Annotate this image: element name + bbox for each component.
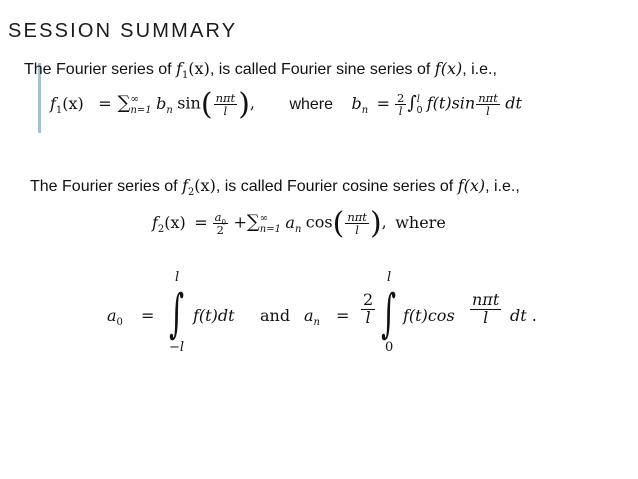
cosine-intro-prefix: The Fourier series of (30, 178, 178, 195)
sine-intro-middle: , is called Fourier sine series of (209, 61, 431, 78)
an-dt: dt . (510, 306, 537, 325)
a0-symbol: $a_0$ (107, 306, 123, 329)
sine-ft: f(t) (426, 93, 452, 113)
sine-frac-npt-l: $\frac{\text{nπt}}{l}$ (215, 90, 236, 118)
sine-integral: ∫ (407, 92, 417, 114)
sine-lhs: $f_1(x)$ (50, 93, 84, 116)
cosine-lhs: $f_2(x)$ (152, 212, 186, 235)
sine-bn-def: $b_n$ (351, 93, 369, 116)
cosine-coefficients: $a_0$ = l ∫ −l f(t)dt and $a_n$ = $\frac{2}{l}$ l ∫ 0 f(t)cos nπt l dt . (107, 270, 537, 355)
an-upper-limit: l (387, 270, 392, 285)
sine-intro (24, 59, 497, 82)
a0-upper-limit: l (175, 270, 180, 285)
cosine-intro (30, 176, 520, 199)
cosine-an: $a_n$ (285, 212, 302, 235)
cosine-sum-sign: ∑ (246, 211, 260, 233)
cosine-f2: $f_2(x)$ (182, 176, 216, 199)
sine-sin-it: sin (451, 93, 476, 113)
an-frac-npt-l: nπt l (472, 290, 500, 327)
slide-title: SESSION SUMMARY (8, 20, 238, 42)
sine-intro-prefix: The Fourier series of (24, 61, 172, 78)
cosine-intro-suffix: , i.e., (485, 178, 520, 195)
sine-sum-limits: ∞ n=1 (130, 93, 152, 116)
sine-frac-2-l: $\frac{2}{l}$ (396, 90, 405, 118)
sine-sum-sign: ∑ (117, 92, 131, 114)
cosine-intro-middle: , is called Fourier cosine series of (215, 178, 454, 195)
cosine-frac-a0-2: $\frac{a_0}{2}$ (214, 209, 227, 237)
an-integral: ∫ (381, 284, 396, 344)
cosine-sum-limits: ∞ n=1 (259, 212, 281, 235)
and-word: and (260, 306, 291, 325)
an-symbol: $a_n$ (304, 306, 320, 329)
sine-bn: $b_n$ (156, 93, 173, 116)
cosine-intro-target: f(x) (457, 176, 486, 195)
sine-frac-npt-l-2: $\frac{\text{nπt}}{l}$ (478, 90, 498, 118)
sine-where: where (289, 95, 334, 113)
cosine-where: where (395, 212, 446, 232)
an-lower-limit: 0 (385, 340, 394, 355)
sine-sin: sin (177, 93, 201, 113)
cosine-cos: cos (305, 212, 333, 232)
a0-lower-limit: −l (169, 340, 185, 355)
cosine-frac-npt-l: $\frac{\text{nπt}}{l}$ (347, 209, 367, 237)
sine-intro-suffix: , i.e., (462, 61, 497, 78)
a0-integrand: f(t)dt (193, 306, 235, 325)
sine-f1: $f_1(x)$ (176, 59, 210, 82)
cosine-formula: $f_2(x)$ = $\frac{a_0}{2}$ +∑ ∞ n=1 $a_n$ cos( $\frac{\text{nπt}}{l}$ ), where (152, 206, 446, 241)
an-integrand: f(t)cos (403, 306, 455, 325)
sine-formula: $f_1(x)$ = ∑ ∞ n=1 $b_n$ sin( $\frac{\text{nπt}}{l}$ ), where $b_n$ = $\frac{2}{l}$ ∫ l 0 f(t)sin $\frac{\text{nπt}}{l}$ dt (50, 87, 522, 122)
an-frac-2-l: $\frac{2}{l}$ (363, 290, 374, 327)
sine-intro-target: f(x) (434, 59, 463, 78)
a0-integral: ∫ (169, 284, 184, 344)
sine-dt: dt (505, 93, 522, 113)
